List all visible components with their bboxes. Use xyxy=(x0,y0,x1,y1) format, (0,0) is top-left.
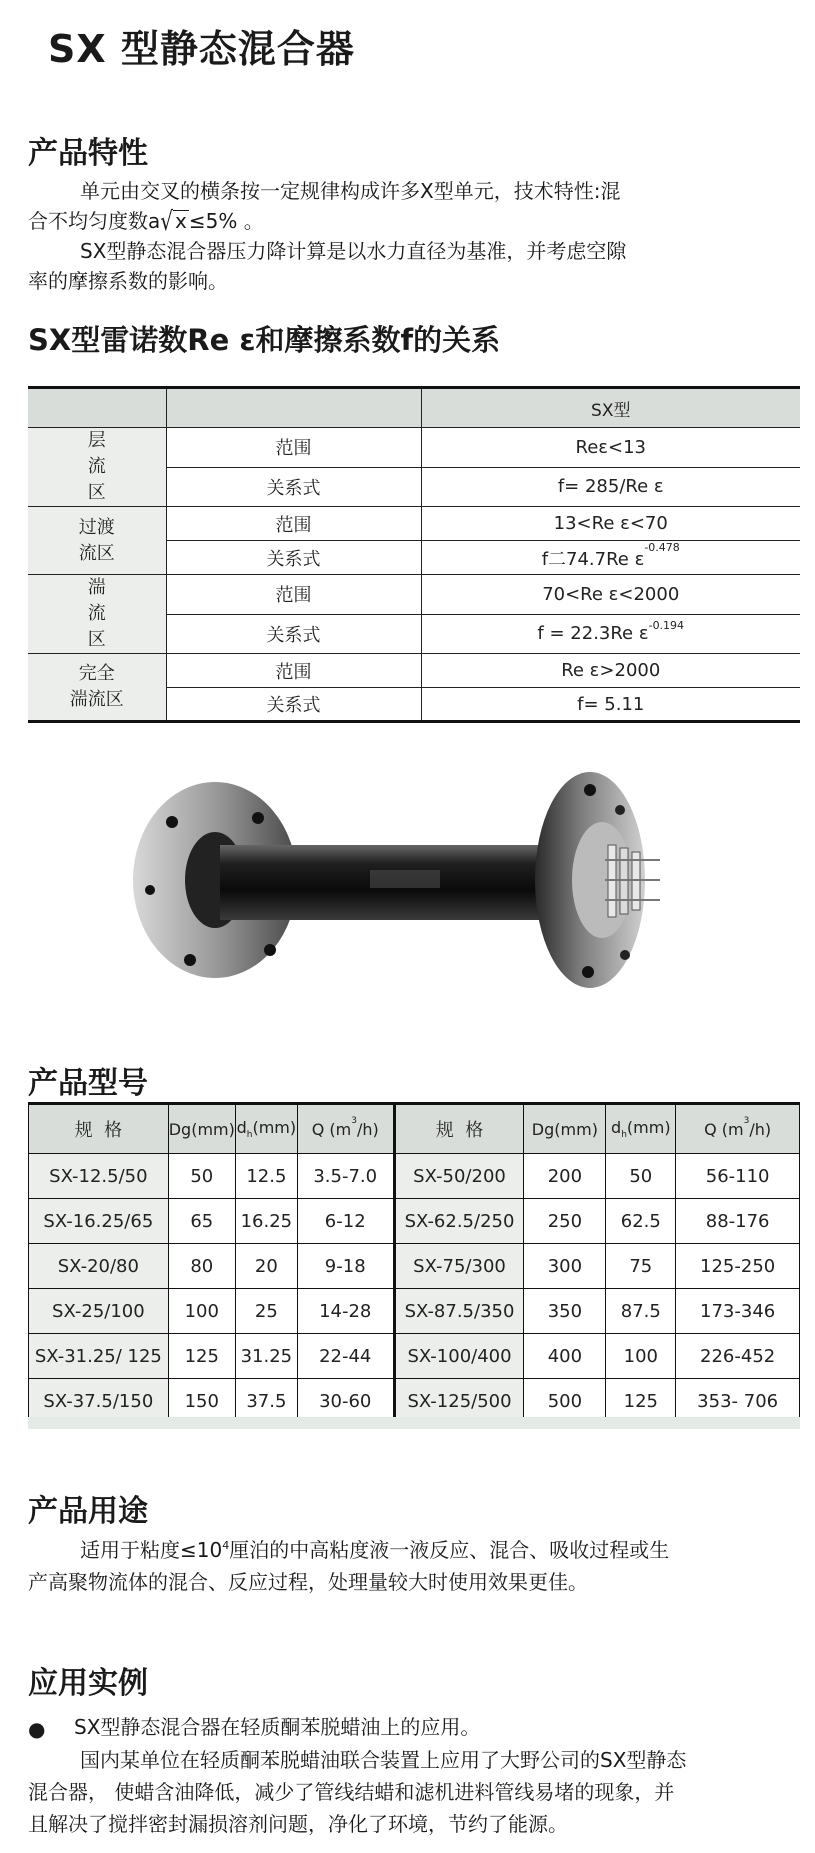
header-spec: 规 格 xyxy=(29,1104,169,1154)
formula-suffix: ≤5% 。 xyxy=(188,209,264,233)
model-cell-dg1: 125 xyxy=(168,1334,235,1379)
model-cell-dg2: 350 xyxy=(524,1289,606,1334)
row-label: 关系式 xyxy=(166,541,421,575)
model-cell-dh1: 20 xyxy=(235,1244,297,1289)
example-line2: 混合器， 使蜡含油降低，减少了管线结蜡和滤机进料管线易堵的现象，并 xyxy=(28,1780,675,1804)
features-para1-line2 xyxy=(28,206,788,236)
model-cell-dh1: 16.25 xyxy=(235,1199,297,1244)
row-value: 70<Re ε<2000 xyxy=(421,575,800,615)
features-heading: 产品特性 xyxy=(28,136,148,171)
static-mixer-photo xyxy=(120,750,680,1020)
features-para2-line2: 率的摩擦系数的影响。 xyxy=(28,269,228,293)
row-value: f = 22.3Re $\varepsilon^{-0.194}$ xyxy=(421,614,800,654)
model-cell-dh1: 12.5 xyxy=(235,1154,297,1199)
model-row xyxy=(29,1244,800,1289)
model-cell-dg1: 50 xyxy=(168,1154,235,1199)
model-cell-dh2: 100 xyxy=(606,1334,676,1379)
model-cell-m1: SX-25/100 xyxy=(29,1289,169,1334)
table-footer-band xyxy=(28,1417,800,1429)
page-title: SX 型静态混合器 xyxy=(48,27,355,71)
models-heading: 产品型号 xyxy=(28,1066,148,1101)
usage-text xyxy=(28,1534,788,1598)
row-label: 范围 xyxy=(166,428,421,468)
usage-line2: 产高聚物流体的混合、反应过程，处理量较大时使用效果更佳。 xyxy=(28,1570,588,1594)
model-cell-dg1: 150 xyxy=(168,1379,235,1424)
model-cell-q2: 353- 706 xyxy=(676,1379,800,1424)
model-cell-dg2: 400 xyxy=(524,1334,606,1379)
models-table xyxy=(28,1102,800,1424)
row-value: Reε<13 xyxy=(421,428,800,468)
header-q-2: Q $(m^3/h)$ xyxy=(676,1104,800,1154)
example-heading: 应用实例 xyxy=(28,1666,148,1701)
features-para1-line1: 单元由交叉的横条按一定规律构成许多X型单元，技术特性:混 xyxy=(80,179,621,203)
header-q: Q $(m^3/h)$ xyxy=(297,1104,394,1154)
relation-header-row xyxy=(28,388,800,428)
relation-row xyxy=(28,428,800,468)
row-value: f二74.7Re $\varepsilon^{-0.478}$ xyxy=(421,541,800,575)
model-cell-dh2: 62.5 xyxy=(606,1199,676,1244)
model-row xyxy=(29,1289,800,1334)
usage-heading: 产品用途 xyxy=(28,1494,148,1529)
regime-turbulent: 湍 流 区 xyxy=(28,575,166,654)
sqrt-symbol: √ xyxy=(160,205,174,237)
header-dh: $d_h(mm)$ xyxy=(235,1104,297,1154)
models-header-row xyxy=(29,1104,800,1154)
model-cell-q2: 88-176 xyxy=(676,1199,800,1244)
header-sx: SX型 xyxy=(421,388,800,428)
model-cell-m2: SX-87.5/350 xyxy=(394,1289,524,1334)
row-label: 范围 xyxy=(166,507,421,541)
row-label: 关系式 xyxy=(166,688,421,722)
model-cell-dg1: 65 xyxy=(168,1199,235,1244)
model-row xyxy=(29,1199,800,1244)
example-title: SX型静态混合器在轻质酮苯脱蜡油上的应用。 xyxy=(74,1715,481,1739)
model-cell-dh2: 125 xyxy=(606,1379,676,1424)
model-cell-q2: 226-452 xyxy=(676,1334,800,1379)
model-cell-q2: 173-346 xyxy=(676,1289,800,1334)
row-label: 关系式 xyxy=(166,614,421,654)
model-cell-m2: SX-125/500 xyxy=(394,1379,524,1424)
model-cell-dg2: 500 xyxy=(524,1379,606,1424)
model-cell-m2: SX-75/300 xyxy=(394,1244,524,1289)
model-cell-dh1: 31.25 xyxy=(235,1334,297,1379)
usage-line1: 适用于粘度$\le 10^4$厘泊的中高粘度液一液反应、混合、吸收过程或生 xyxy=(80,1538,670,1562)
model-cell-q1: 14-28 xyxy=(297,1289,394,1334)
regime-full-turbulent: 完全 湍流区 xyxy=(28,654,166,722)
model-cell-dg1: 80 xyxy=(168,1244,235,1289)
model-cell-q1: 9-18 xyxy=(297,1244,394,1289)
relation-row xyxy=(28,575,800,615)
row-label: 范围 xyxy=(166,654,421,688)
row-value: 13<Re ε<70 xyxy=(421,507,800,541)
regime-transition: 过渡 流区 xyxy=(28,507,166,575)
model-row xyxy=(29,1154,800,1199)
features-text xyxy=(28,176,788,296)
row-value: f= 285/Re ε xyxy=(421,467,800,507)
header-empty-1 xyxy=(28,388,166,428)
model-cell-m2: SX-100/400 xyxy=(394,1334,524,1379)
relation-heading: SX型雷诺数Re ε和摩擦系数f的关系 xyxy=(28,323,501,357)
model-cell-q2: 56-110 xyxy=(676,1154,800,1199)
header-spec-2: 规 格 xyxy=(394,1104,524,1154)
row-label: 范围 xyxy=(166,575,421,615)
relation-row xyxy=(28,654,800,688)
model-cell-q1: 6-12 xyxy=(297,1199,394,1244)
model-cell-m1: SX-31.25/ 125 xyxy=(29,1334,169,1379)
relation-row xyxy=(28,507,800,541)
model-cell-q1: 22-44 xyxy=(297,1334,394,1379)
example-text xyxy=(28,1744,788,1840)
model-cell-m1: SX-16.25/65 xyxy=(29,1199,169,1244)
model-cell-dh1: 37.5 xyxy=(235,1379,297,1424)
relation-table xyxy=(28,386,800,723)
model-cell-dh2: 50 xyxy=(606,1154,676,1199)
model-cell-q2: 125-250 xyxy=(676,1244,800,1289)
model-cell-dg2: 200 xyxy=(524,1154,606,1199)
example-line1: 国内某单位在轻质酮苯脱蜡油联合装置上应用了大野公司的SX型静态 xyxy=(80,1748,687,1772)
header-dg-2: Dg(mm) xyxy=(524,1104,606,1154)
header-dh-2: $d_h(mm)$ xyxy=(606,1104,676,1154)
model-cell-m2: SX-62.5/250 xyxy=(394,1199,524,1244)
model-cell-dh2: 87.5 xyxy=(606,1289,676,1334)
formula-prefix: 合不均匀度数a xyxy=(28,209,161,233)
model-cell-dg1: 100 xyxy=(168,1289,235,1334)
row-value: f= 5.11 xyxy=(421,688,800,722)
model-row xyxy=(29,1334,800,1379)
model-cell-m2: SX-50/200 xyxy=(394,1154,524,1199)
example-line3: 且解决了搅拌密封漏损溶剂问题，净化了环境，节约了能源。 xyxy=(28,1812,568,1836)
model-cell-q1: 30-60 xyxy=(297,1379,394,1424)
model-cell-dg2: 250 xyxy=(524,1199,606,1244)
header-dg: Dg(mm) xyxy=(168,1104,235,1154)
bullet-icon: ● xyxy=(28,1717,46,1741)
model-cell-m1: SX-20/80 xyxy=(29,1244,169,1289)
header-empty-2 xyxy=(166,388,421,428)
formula-radicand: x xyxy=(175,209,187,233)
model-cell-dg2: 300 xyxy=(524,1244,606,1289)
row-label: 关系式 xyxy=(166,467,421,507)
row-value: Re ε>2000 xyxy=(421,654,800,688)
model-cell-m1: SX-12.5/50 xyxy=(29,1154,169,1199)
model-cell-dh2: 75 xyxy=(606,1244,676,1289)
regime-laminar: 层 流 区 xyxy=(28,428,166,507)
model-cell-q1: 3.5-7.0 xyxy=(297,1154,394,1199)
model-cell-dh1: 25 xyxy=(235,1289,297,1334)
features-para2-line1: SX型静态混合器压力降计算是以水力直径为基准，并考虑空隙 xyxy=(80,239,627,263)
model-cell-m1: SX-37.5/150 xyxy=(29,1379,169,1424)
